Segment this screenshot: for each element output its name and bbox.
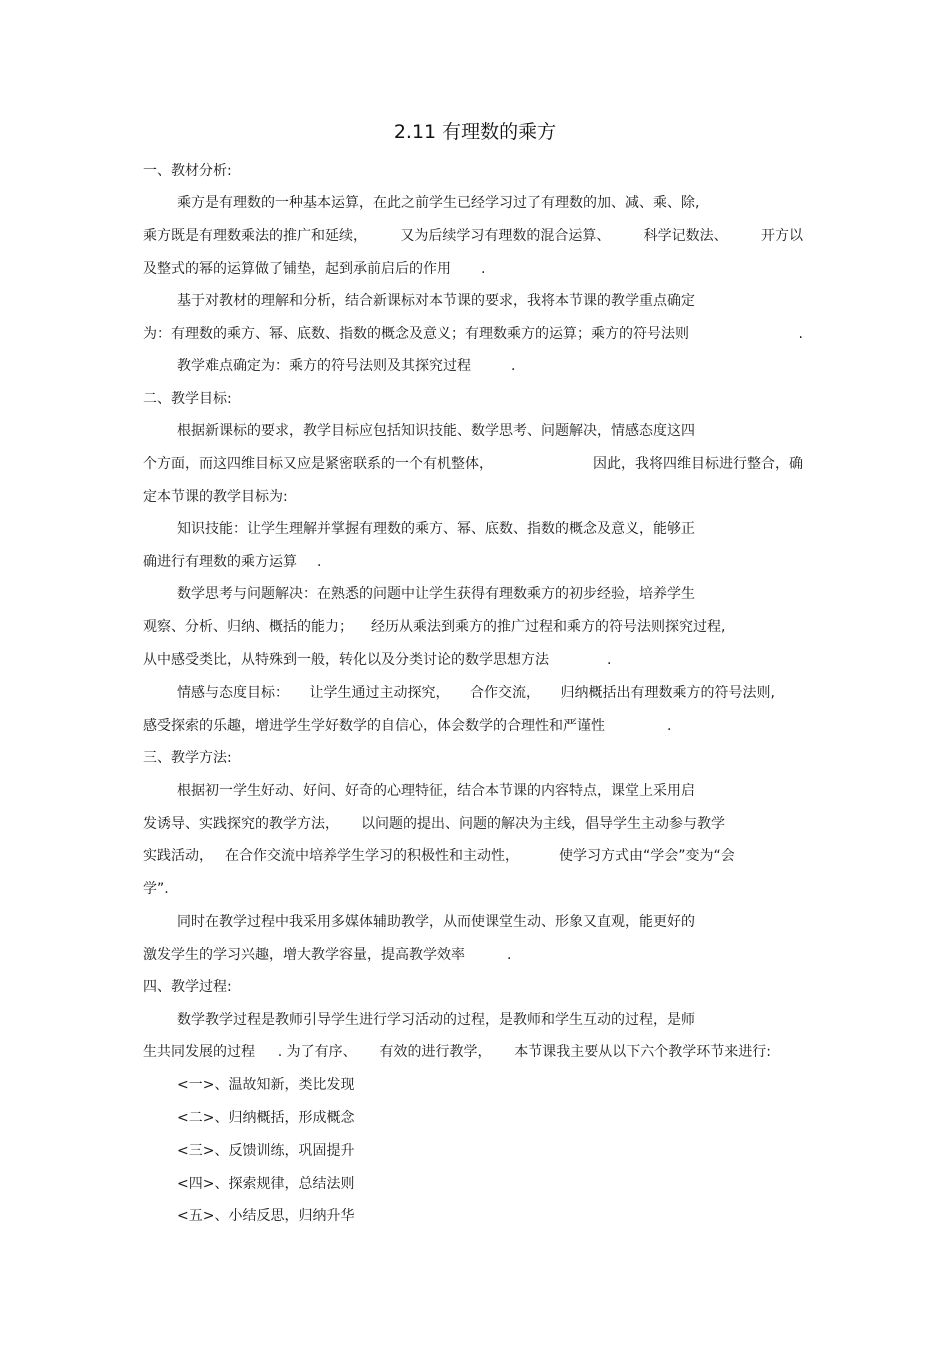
text-segment: 情感与态度目标： <box>177 685 289 701</box>
paragraph-line: 同时在教学过程中我采用多媒体辅助教学，从而使课堂生动、形象又直观，能更好的 <box>177 914 695 930</box>
text-segment: . <box>481 261 486 277</box>
paragraph-line <box>143 552 321 572</box>
list-item: <二>、归纳概括，形成概念 <box>177 1110 355 1126</box>
paragraph-line: 数学教学过程是教师引导学生进行学习活动的过程，是教师和学生互动的过程，是师 <box>177 1012 695 1028</box>
text-segment: 经历从乘法到乘方的推广过程和乘方的符号法则探究过程, <box>371 619 726 635</box>
paragraph-line <box>143 324 803 344</box>
paragraph-line: 乘方是有理数的一种基本运算，在此之前学生已经学习过了有理数的加、减、乘、除, <box>177 195 700 211</box>
text-segment: 及整式的幂的运算做了铺垫，起到承前启后的作用 <box>143 261 451 277</box>
text-segment: . <box>798 326 803 342</box>
text-segment: 又为后续学习有理数的混合运算、 <box>400 228 611 244</box>
text-segment: . <box>507 947 512 963</box>
list-item: <五>、小结反思，归纳升华 <box>177 1208 355 1224</box>
paragraph-line: 根据初一学生好动、好问、好奇的心理特征，结合本节课的内容特点，课堂上采用启 <box>177 783 695 799</box>
text-segment: 为：有理数的乘方、幂、底数、指数的概念及意义；有理数乘方的运算；乘方的符号法则 <box>143 326 689 342</box>
paragraph-line: 基于对教材的理解和分析，结合新课标对本节课的要求，我将本节课的教学重点确定 <box>177 293 695 309</box>
paragraph-line <box>143 846 735 866</box>
page-title: 2.11 有理数的乘方 <box>393 121 557 143</box>
paragraph-line <box>177 683 775 703</box>
text-segment: . 为了有序、 <box>277 1044 357 1060</box>
paragraph-line <box>177 356 515 376</box>
paragraph-line <box>143 814 725 834</box>
paragraph-line <box>143 945 511 965</box>
text-segment: . <box>667 718 672 734</box>
text-segment: 实践活动， <box>143 848 213 864</box>
text-segment: 在合作交流中培养学生学习的积极性和主动性， <box>225 848 519 864</box>
paragraph-line: 学”. <box>143 881 169 897</box>
paragraph-line: 根据新课标的要求，教学目标应包括知识技能、数学思考、问题解决，情感态度这四 <box>177 423 695 439</box>
paragraph-line <box>143 454 803 474</box>
list-item: <三>、反馈训练，巩固提升 <box>177 1143 355 1159</box>
text-segment: . <box>607 652 612 668</box>
text-segment: 发诱导、实践探究的教学方法， <box>143 816 339 832</box>
text-segment: 开方以 <box>760 228 803 244</box>
paragraph-line: 知识技能：让学生理解并掌握有理数的乘方、幂、底数、指数的概念及意义，能够正 <box>177 521 695 537</box>
text-segment: 激发学生的学习兴趣，增大教学容量，提高教学效率 <box>143 947 465 963</box>
paragraph-line: 定本节课的教学目标为: <box>143 489 288 505</box>
paragraph-line <box>143 1042 771 1062</box>
text-segment: 科学记数法、 <box>643 228 728 244</box>
text-segment: 因此，我将四维目标进行整合，确 <box>593 456 803 472</box>
section-heading-methods: 三、教学方法: <box>143 750 232 766</box>
text-segment: 从中感受类比，从特殊到一般，转化以及分类讨论的数学思想方法 <box>143 652 549 668</box>
paragraph-line <box>143 259 485 279</box>
list-item: <四>、探索规律，总结法则 <box>177 1176 355 1192</box>
text-segment: 让学生通过主动探究， <box>309 685 450 701</box>
list-item: <一>、温故知新，类比发现 <box>177 1077 355 1093</box>
text-segment: 生共同发展的过程 <box>143 1044 255 1060</box>
text-segment: . <box>511 358 516 374</box>
text-segment: 以问题的提出、问题的解决为主线，倡导学生主动参与教学 <box>361 816 725 832</box>
section-heading-analysis: 一、教材分析: <box>143 163 232 179</box>
paragraph-line: 数学思考与问题解决：在熟悉的问题中让学生获得有理数乘方的初步经验，培养学生 <box>177 586 695 602</box>
paragraph-line <box>143 716 671 736</box>
text-segment: 有效的进行教学， <box>379 1044 492 1060</box>
paragraph-line <box>143 226 803 246</box>
text-segment: 合作交流， <box>470 685 541 701</box>
section-heading-process: 四、教学过程: <box>143 979 232 995</box>
section-heading-objectives: 二、教学目标: <box>143 391 232 407</box>
text-segment: 感受探索的乐趣，增进学生学好数学的自信心，体会数学的合理性和严谨性 <box>143 718 605 734</box>
text-segment: 归纳概括出有理数乘方的符号法则, <box>560 685 775 701</box>
text-segment: 确进行有理数的乘方运算 <box>143 554 297 570</box>
text-segment: 观察、分析、归纳、概括的能力； <box>143 619 353 635</box>
paragraph-line <box>143 617 725 637</box>
text-segment: 教学难点确定为：乘方的符号法则及其探究过程 <box>177 358 471 374</box>
paragraph-line <box>143 650 611 670</box>
text-segment: 使学习方式由“学会”变为“会 <box>559 848 735 864</box>
text-segment: . <box>317 554 322 570</box>
text-segment: 个方面，而这四维目标又应是紧密联系的一个有机整体， <box>143 456 493 472</box>
text-segment: 本节课我主要从以下六个教学环节来进行: <box>514 1044 771 1060</box>
text-segment: 乘方既是有理数乘法的推广和延续， <box>143 228 367 244</box>
